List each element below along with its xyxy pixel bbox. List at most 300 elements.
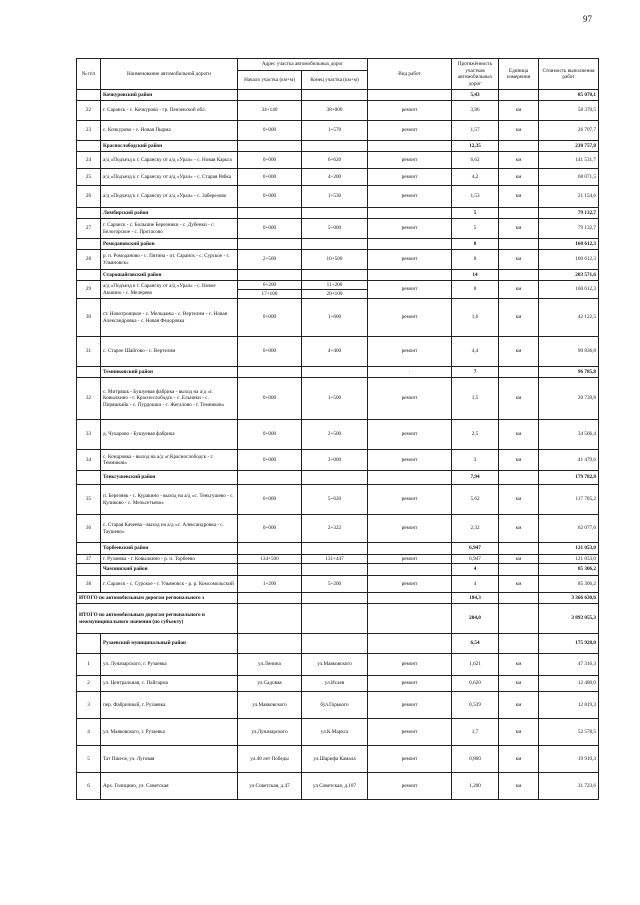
cell-end: 2+500 xyxy=(302,420,368,450)
cell-unit: км xyxy=(499,746,539,773)
cell-length: 14 xyxy=(452,270,499,281)
section-row xyxy=(77,471,599,485)
cell-start: 0+000 xyxy=(238,169,302,186)
cell-num: 28 xyxy=(77,250,101,270)
section-row xyxy=(77,208,599,219)
cell-unit: км xyxy=(499,378,539,420)
cell-unit xyxy=(499,543,539,555)
cell-length: 1,621 xyxy=(452,654,499,676)
cell-num xyxy=(77,208,101,219)
cell-length: 1,6 xyxy=(452,299,499,337)
cell-start xyxy=(238,239,302,250)
cell-unit: км xyxy=(499,169,539,186)
cell-num: 26 xyxy=(77,186,101,208)
section-row xyxy=(77,564,599,576)
table-row xyxy=(77,121,599,141)
cell-end: 11+200 xyxy=(302,281,368,290)
section-name: Лямбирский район xyxy=(101,208,238,219)
cell-cost: 117 705,2 xyxy=(539,485,599,515)
table-row xyxy=(77,219,599,239)
cell-length: 5,43 xyxy=(452,90,499,101)
cell-work: · xyxy=(368,367,452,378)
cell-end: 10+500 xyxy=(302,250,368,270)
cell-work: ремонт xyxy=(368,692,452,719)
cell-name: с. Старое Шайгово - с. Вертелим xyxy=(101,337,238,367)
cell-length: 5,62 xyxy=(452,485,499,515)
total-name: ИТОГО по автомобильным дорогам регионального з xyxy=(77,593,238,604)
cell-unit xyxy=(499,367,539,378)
cell-length: 8 xyxy=(452,250,499,270)
cell-name: р. п. Ромоданово - с. Пятина - от. Саранск - с. Сурское - г. Ульяновск» xyxy=(101,250,238,270)
cell-name: а/д «Подъезд к г. Саранску от а/д «Урал» - с. Заберезово xyxy=(101,186,238,208)
cell-num: 22 xyxy=(77,101,101,121)
cell-cost: 160 612,3 xyxy=(539,239,599,250)
cell-work: ремонт xyxy=(368,250,452,270)
cell-num xyxy=(77,141,101,152)
cell-length: 6,62 xyxy=(452,152,499,169)
cell-num: 33 xyxy=(77,420,101,450)
cell-cost: 21 154,6 xyxy=(539,186,599,208)
cell-name: п. Березняк - с. Куракино - выход на а/д «с. Теньгушево - с. Куликово - с. Мельсетьево» xyxy=(101,485,238,515)
cell-start: 17+100 xyxy=(238,290,302,299)
cell-end: 1+570 xyxy=(302,121,368,141)
section-name: Старошайговский район xyxy=(101,270,238,281)
cell-cost: 34 566,4 xyxy=(539,420,599,450)
cell-length: 6,54 xyxy=(452,634,499,654)
cell-start: 0+000 xyxy=(238,515,302,543)
cell-end: ул.Исаев xyxy=(302,676,368,692)
table-row xyxy=(77,654,599,676)
cell-start: 134+500 xyxy=(238,555,302,564)
cell-num: 31 xyxy=(77,337,101,367)
cell-num: 5 xyxy=(77,746,101,773)
cell-work xyxy=(368,239,452,250)
header-addr-group: Адрес участка автомобильных дорог xyxy=(238,59,368,71)
cell-work xyxy=(368,564,452,576)
cell-start xyxy=(238,208,302,219)
table-row xyxy=(77,299,599,337)
cell-num: 4 xyxy=(77,719,101,746)
header-unit: Единица измерения xyxy=(499,59,539,90)
cell-cost: 85 078,1 xyxy=(539,90,599,101)
cell-unit: км xyxy=(499,555,539,564)
cell-start xyxy=(238,270,302,281)
cell-name: ул. Луначарского, г. Рузаевка xyxy=(101,654,238,676)
cell-length: 4 xyxy=(452,576,499,593)
cell-end: 4+200 xyxy=(302,169,368,186)
cell-num: 30 xyxy=(77,299,101,337)
cell-cost: 230 757,8 xyxy=(539,141,599,152)
cell-unit: км xyxy=(499,676,539,692)
cell-cost: 79 132,7 xyxy=(539,208,599,219)
cell-unit xyxy=(499,471,539,485)
cell-work: ремонт xyxy=(368,219,452,239)
section-name: Ромодановский район xyxy=(101,239,238,250)
cell-cost: 85 306,2 xyxy=(539,576,599,593)
cell-name: а/д «Подъезд к г. Саранску от а/д «Урал» - с. Старая Рябка xyxy=(101,169,238,186)
cell-start: 0+000 xyxy=(238,299,302,337)
cell-end: ул.Советская, д.107 xyxy=(302,773,368,800)
cell-start: ул.Советская, д.47 xyxy=(238,773,302,800)
cell-end xyxy=(302,564,368,576)
cell-end: 5+200 xyxy=(302,576,368,593)
cell-start xyxy=(238,90,302,101)
cell-end xyxy=(302,239,368,250)
page-number: 97 xyxy=(583,14,592,24)
cell-cost: 42 122,5 xyxy=(539,299,599,337)
cell-start: 0+000 xyxy=(238,378,302,420)
cell-end xyxy=(302,604,368,634)
section-row xyxy=(77,270,599,281)
cell-end xyxy=(302,593,368,604)
cell-cost: 96 785,8 xyxy=(539,367,599,378)
cell-name: г. Саранск - с. Большие Березники - с. Дубенки - с. Белогорское - с. Протасово xyxy=(101,219,238,239)
cell-work: ремонт xyxy=(368,485,452,515)
cell-cost: 41 479,6 xyxy=(539,450,599,471)
cell-unit: км xyxy=(499,121,539,141)
cell-start xyxy=(238,604,302,634)
section-row xyxy=(77,543,599,555)
table-row xyxy=(77,576,599,593)
cell-length: 7 xyxy=(452,367,499,378)
cell-num xyxy=(77,471,101,485)
cell-start: ул.Ленина xyxy=(238,654,302,676)
cell-length: 1,5 xyxy=(452,378,499,420)
cell-work: ремонт xyxy=(368,420,452,450)
cell-unit: км xyxy=(499,719,539,746)
cell-cost: 20 739,8 xyxy=(539,378,599,420)
cell-start xyxy=(238,367,302,378)
table-row xyxy=(77,250,599,270)
cell-length: 3 xyxy=(452,450,499,471)
cell-name: с. Старая Качеева - выход на а/д «с. Александровка - с. Таушево» xyxy=(101,515,238,543)
cell-work: ремонт xyxy=(368,337,452,367)
cell-cost: 160 612,3 xyxy=(539,250,599,270)
cell-end xyxy=(302,367,368,378)
cell-length: 4 xyxy=(452,564,499,576)
cell-length: 4,2 xyxy=(452,169,499,186)
cell-num xyxy=(77,270,101,281)
cell-end xyxy=(302,471,368,485)
cell-start: 0+000 xyxy=(238,420,302,450)
cell-length: 5 xyxy=(452,208,499,219)
table-row xyxy=(77,420,599,450)
cell-length: 5 xyxy=(452,219,499,239)
cell-work: ремонт xyxy=(368,576,452,593)
cell-start: 0+000 xyxy=(238,186,302,208)
total-row xyxy=(77,604,599,634)
cell-start: ул.40 лет Победы xyxy=(238,746,302,773)
table-row xyxy=(77,746,599,773)
cell-name: ул. Центральная, с. Пайгарма xyxy=(101,676,238,692)
cell-length: 6,947 xyxy=(452,543,499,555)
table-row xyxy=(77,186,599,208)
section-row xyxy=(77,367,599,378)
cell-end xyxy=(302,208,368,219)
cell-name: а/д «Подъезд к г. Саранску от а/д «Урал» - с. Новая Карьга xyxy=(101,152,238,169)
cell-work: ремонт xyxy=(368,773,452,800)
cell-num: 38 xyxy=(77,576,101,593)
cell-unit: км xyxy=(499,485,539,515)
header-start: Начало участка (км+м) xyxy=(238,71,302,90)
cell-unit: км xyxy=(499,576,539,593)
cell-work xyxy=(368,593,452,604)
cell-work: ремонт xyxy=(368,450,452,471)
cell-num: 29 xyxy=(77,281,101,299)
cell-start: 0+000 xyxy=(238,337,302,367)
cell-unit xyxy=(499,604,539,634)
cell-num: 2 xyxy=(77,676,101,692)
section-row xyxy=(77,90,599,101)
cell-unit xyxy=(499,90,539,101)
cell-cost: 179 782,8 xyxy=(539,471,599,485)
cell-cost: 58 370,5 xyxy=(539,101,599,121)
cell-cost: 52 578,5 xyxy=(539,719,599,746)
section-name: Чамзинский район xyxy=(101,564,238,576)
cell-start: 6+200 xyxy=(238,281,302,290)
cell-length: 3,86 xyxy=(452,101,499,121)
cell-unit xyxy=(499,634,539,654)
table-row xyxy=(77,281,599,290)
table-body xyxy=(77,90,599,800)
cell-start: ул.Садовая xyxy=(238,676,302,692)
section-name: Торбеевский район xyxy=(101,543,238,555)
cell-unit: км xyxy=(499,281,539,299)
cell-length: 2,5 xyxy=(452,420,499,450)
cell-name: с. Кондровка - выход на а/д «г.Краснослободск - г. Темников» xyxy=(101,450,238,471)
cell-unit xyxy=(499,593,539,604)
cell-work xyxy=(368,543,452,555)
cell-unit: км xyxy=(499,450,539,471)
cell-end: 1+530 xyxy=(302,186,368,208)
cell-start: ул.Луначарского xyxy=(238,719,302,746)
cell-unit: км xyxy=(499,152,539,169)
cell-cost: 12 819,3 xyxy=(539,692,599,719)
header-num: № п/п xyxy=(77,59,101,90)
cell-name: с. Кочкурово - с. Новая Пырма xyxy=(101,121,238,141)
table-row xyxy=(77,337,599,367)
cell-end: бул.Горького xyxy=(302,692,368,719)
cell-unit: км xyxy=(499,250,539,270)
cell-work xyxy=(368,634,452,654)
section-name: Краснослободский район xyxy=(101,141,238,152)
cell-cost: 3 893 055,3 xyxy=(539,604,599,634)
cell-cost: 160 612,3 xyxy=(539,281,599,299)
header-work: Вид работ xyxy=(368,59,452,90)
table-header-row xyxy=(77,59,599,71)
cell-name: ул. Маяковского, г. Рузаевка xyxy=(101,719,238,746)
table-row xyxy=(77,485,599,515)
cell-name: Арх. Голицино, ул. Советская xyxy=(101,773,238,800)
cell-unit: км xyxy=(499,101,539,121)
table-row xyxy=(77,676,599,692)
cell-work: ремонт xyxy=(368,186,452,208)
cell-name: д. Чукарово - Бушуевая фабрика xyxy=(101,420,238,450)
cell-cost: 175 928,0 xyxy=(539,634,599,654)
cell-name: г. Саранск - с. Кочкурово - гр. Пензенской обл. xyxy=(101,101,238,121)
cell-start xyxy=(238,141,302,152)
cell-length: 0,620 xyxy=(452,676,499,692)
cell-work: ремонт xyxy=(368,746,452,773)
cell-length: 2,32 xyxy=(452,515,499,543)
cell-cost: 3 366 630,6 xyxy=(539,593,599,604)
section-name: Кочкуровский район xyxy=(101,90,238,101)
table-row xyxy=(77,719,599,746)
cell-num: 35 xyxy=(77,485,101,515)
cell-length: 184,3 xyxy=(452,593,499,604)
cell-length: 1,57 xyxy=(452,121,499,141)
cell-length: 1,200 xyxy=(452,773,499,800)
cell-end: 1+500 xyxy=(302,378,368,420)
cell-end xyxy=(302,90,368,101)
cell-cost: 62 077,6 xyxy=(539,515,599,543)
cell-unit xyxy=(499,239,539,250)
cell-length: 1,7 xyxy=(452,719,499,746)
cell-length: 6,947 xyxy=(452,555,499,564)
cell-start xyxy=(238,593,302,604)
table-row xyxy=(77,101,599,121)
table-row xyxy=(77,773,599,800)
section-name: Темниковский район xyxy=(101,367,238,378)
cell-cost: 90 836,8 xyxy=(539,337,599,367)
cell-work: ремонт xyxy=(368,676,452,692)
cell-num: 23 xyxy=(77,121,101,141)
cell-num: 37 xyxy=(77,555,101,564)
cell-unit: км xyxy=(499,515,539,543)
cell-unit: км xyxy=(499,420,539,450)
table-row xyxy=(77,169,599,186)
cell-num: 6 xyxy=(77,773,101,800)
cell-num: 27 xyxy=(77,219,101,239)
cell-work: ремонт xyxy=(368,152,452,169)
cell-start: 1+200 xyxy=(238,576,302,593)
cell-num: 3 xyxy=(77,692,101,719)
cell-num xyxy=(77,90,101,101)
cell-unit: км xyxy=(499,186,539,208)
cell-length: 204,0 xyxy=(452,604,499,634)
section-row xyxy=(77,239,599,250)
cell-end: 1+600 xyxy=(302,299,368,337)
cell-num xyxy=(77,634,101,654)
cell-end: 6+620 xyxy=(302,152,368,169)
cell-name: пер. Фабричный, г. Рузаевка xyxy=(101,692,238,719)
cell-length: 4,4 xyxy=(452,337,499,367)
total-row xyxy=(77,593,599,604)
cell-name: с. Митряшь - Бушуевая фабрика - выход на а/д «г. Ковылкино - г. Краснослободск - с. Ельники - с. Пиряшкайк - с. Пурдошки - с. Жегалово - г. Темников» xyxy=(101,378,238,420)
cell-work: ремонт xyxy=(368,555,452,564)
cell-work: ремонт xyxy=(368,101,452,121)
table-row xyxy=(77,515,599,543)
cell-end: 20+100 xyxy=(302,290,368,299)
cell-name: а/д «Подъезд к г. Саранску от а/д «Урал» - с. Новое Акшино - с. Мелерево xyxy=(101,281,238,299)
cell-start: 0+000 xyxy=(238,450,302,471)
cell-start: 2+500 xyxy=(238,250,302,270)
cell-unit: км xyxy=(499,773,539,800)
cell-end: 5+000 xyxy=(302,219,368,239)
cell-start: 34+140 xyxy=(238,101,302,121)
roads-table xyxy=(76,58,599,800)
header-cost: Стоимость выполнения работ xyxy=(539,59,599,90)
cell-length: 8 xyxy=(452,281,499,299)
cell-name: ст. Новотроицкое - с. Мельцаны - с. Вертелим - с. Новая Александровка - с. Новая Федоровка xyxy=(101,299,238,337)
cell-cost: 121 053,0 xyxy=(539,555,599,564)
cell-length: 0,860 xyxy=(452,746,499,773)
cell-end: ул.Маяковского xyxy=(302,654,368,676)
cell-end xyxy=(302,270,368,281)
cell-num: 24 xyxy=(77,152,101,169)
cell-start: 0+000 xyxy=(238,121,302,141)
cell-length: 0,539 xyxy=(452,692,499,719)
header-end: Конец участка (км+м) xyxy=(302,71,368,90)
cell-work: ремонт xyxy=(368,121,452,141)
cell-work: ремонт xyxy=(368,515,452,543)
cell-work: ремонт xyxy=(368,719,452,746)
cell-work: ремонт xyxy=(368,281,452,299)
cell-start xyxy=(238,564,302,576)
cell-length: 7,94 xyxy=(452,471,499,485)
cell-end: 3+000 xyxy=(302,450,368,471)
cell-unit: км xyxy=(499,299,539,337)
cell-start: 0+000 xyxy=(238,219,302,239)
cell-name: г. Саранск - с. Сурское - г. Ульяновск - р. р. Комсомольский xyxy=(101,576,238,593)
cell-name: Тат Пшеся, ул. Луговая xyxy=(101,746,238,773)
cell-unit: км xyxy=(499,692,539,719)
cell-num: 32 xyxy=(77,378,101,420)
cell-end: ул.Шарифа Камала xyxy=(302,746,368,773)
cell-end xyxy=(302,141,368,152)
cell-end: ул.К.Маркса xyxy=(302,719,368,746)
cell-length: 1,53 xyxy=(452,186,499,208)
section-name: Теньгушевский район xyxy=(101,471,238,485)
cell-unit xyxy=(499,208,539,219)
cell-num xyxy=(77,367,101,378)
cell-cost: 47 316,3 xyxy=(539,654,599,676)
cell-end: 4+400 xyxy=(302,337,368,367)
cell-work xyxy=(368,471,452,485)
cell-work xyxy=(368,270,452,281)
section-row xyxy=(77,141,599,152)
cell-work: ремонт xyxy=(368,169,452,186)
cell-cost: 79 132,7 xyxy=(539,219,599,239)
cell-cost: 12 480,0 xyxy=(539,676,599,692)
cell-work: ремонт xyxy=(368,378,452,420)
cell-unit xyxy=(499,564,539,576)
cell-end xyxy=(302,543,368,555)
header-length: Протяжённость участков автомобильных дорог xyxy=(452,59,499,90)
cell-work xyxy=(368,90,452,101)
table-row xyxy=(77,378,599,420)
cell-end: 5+620 xyxy=(302,485,368,515)
cell-start: ул.Маяковского xyxy=(238,692,302,719)
total-name: ИТОГО по автомобильным дорогам регионального и межмуниципального значения (по субъекту) xyxy=(77,604,238,634)
cell-unit: км xyxy=(499,654,539,676)
cell-cost: 203 571,6 xyxy=(539,270,599,281)
cell-cost: 19 910,3 xyxy=(539,746,599,773)
section-name: Рузаевский муниципальный район xyxy=(101,634,238,654)
cell-num: 25 xyxy=(77,169,101,186)
cell-start xyxy=(238,471,302,485)
cell-start xyxy=(238,634,302,654)
cell-work xyxy=(368,208,452,219)
cell-num: 34 xyxy=(77,450,101,471)
cell-num xyxy=(77,239,101,250)
cell-start xyxy=(238,543,302,555)
cell-cost: 141 531,7 xyxy=(539,152,599,169)
cell-work xyxy=(368,141,452,152)
cell-name: г. Рузаевка - г. Ковылкино - р. п. Торбеево xyxy=(101,555,238,564)
cell-end: 131+447 xyxy=(302,555,368,564)
cell-cost: 26 707,7 xyxy=(539,121,599,141)
